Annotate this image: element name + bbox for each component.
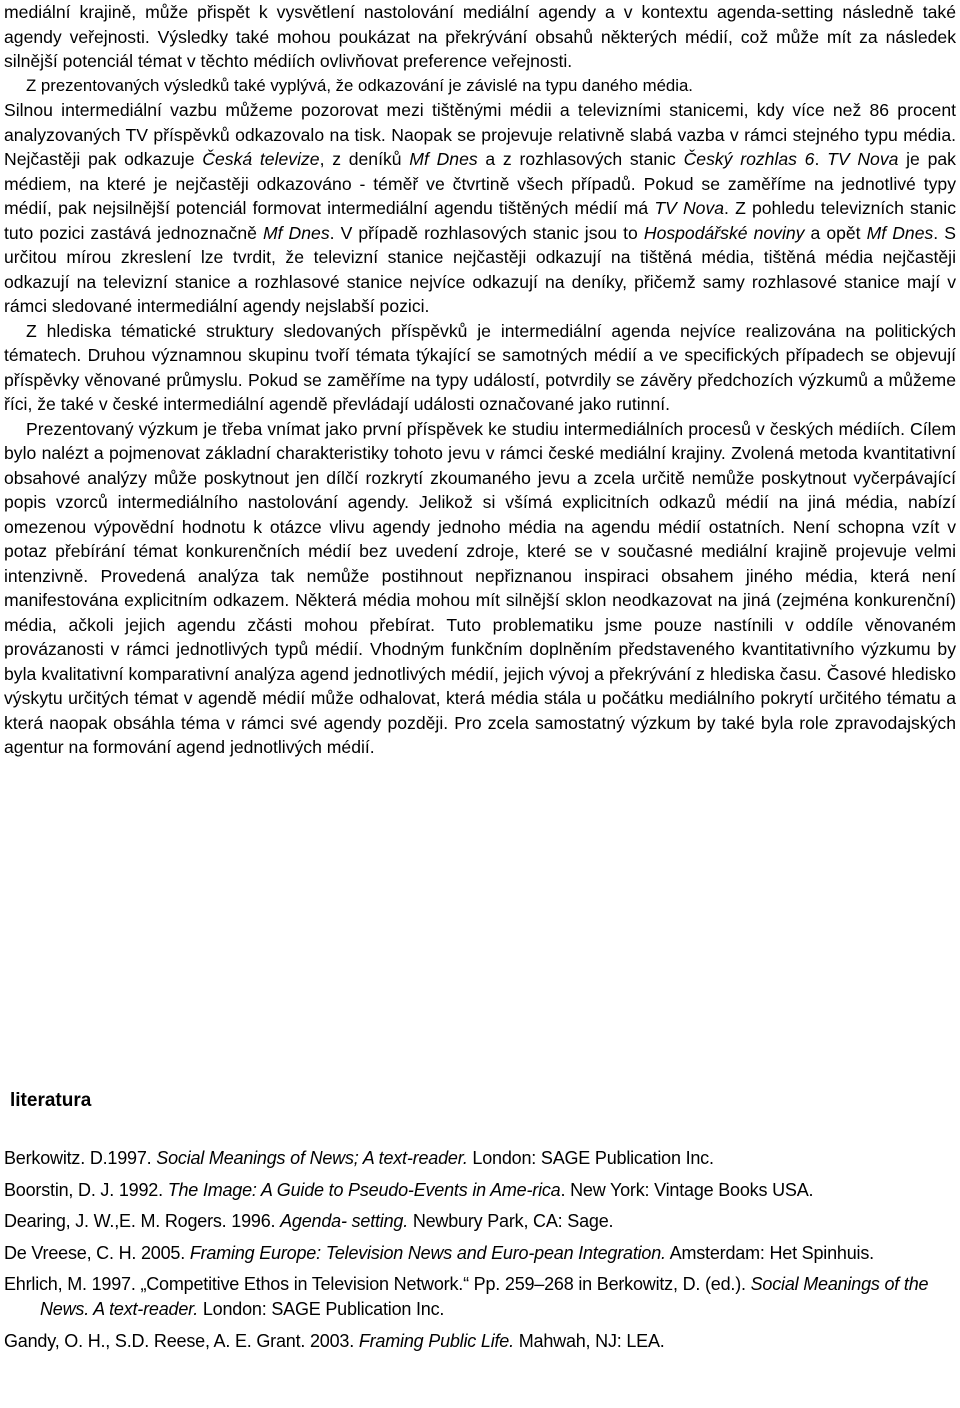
text-run: . bbox=[814, 149, 828, 169]
text-run: London: SAGE Publication Inc. bbox=[467, 1148, 714, 1168]
text-run: Boorstin, D. J. 1992. bbox=[4, 1179, 168, 1200]
reference-item bbox=[4, 1329, 956, 1354]
italic-text: Framing Public Life. bbox=[358, 1330, 514, 1351]
text-run: Silnou intermediální vazbu můžeme pozorovat mezi tištěnými médii a televizními stanicemi, kdy více než 86 procent analyzovaných TV příspěvků odkazovalo na tisk. Naopak se projevuje relativně slabá vazba v rámci stejného typu média. Nejčastěji pak odkazuje bbox=[4, 100, 956, 169]
body-text bbox=[4, 0, 956, 760]
references-heading: literatura bbox=[10, 1090, 92, 1111]
text-run: Prezentovaný výzkum je třeba vnímat jako první příspěvek ke studiu intermediálních procesů v českých médiích. Cílem bylo nalézt a pojmenovat základní charakteristiky tohoto jevu v rámci české mediální krajiny. Zvolená metoda kvantitativní obsahové analýzy může poskytnout jen dílčí rozkrytí zkoumaného jevu a zcela určitě nemůže poskytnout vyčerpávající popis vzorců intermediálního nastolování agendy. Jelikož si všímá explicitních odkazů médií na jiná média, nabízí omezenou výpovědní hodnotu k otázce vlivu agendy jednoho média na agendu médií ostatních. Není schopna vzít v potaz přebírání témat konkurenčních médií bez uvedení zdroje, které se v současné mediální krajině projevuje velmi intenzivně. Provedená analýza tak nemůže postihnout nepřiznanou inspiraci obsahem jiného média, která není manifestována explicitním odkazem. Některá média mohou mít silnější sklon neodkazovat na jiná (zejména konkurenční) média, ačkoli jejich agendu zčásti mohou přebírat. Tuto problematiku jsme pouze nastínili v oddíle věnovaném provázanosti v rámci jednotlivých typů médií. Vhodným funkčním doplněním představeného kvantitativního výzkumu by byla kvalitativní komparativní analýza agend jednotlivých médií, jejich vývoj a překrývání z hlediska času. Časové hledisko výskytu určitých témat v agendě médií může odhalovat, která média stála u počátku mediálního pokrytí určitého tématu a která naopak obsáhla téma v rámci své agendy později. Pro zcela samostatný výzkum by také byla role zpravodajských agentur na formování agend jednotlivých médií. bbox=[4, 418, 956, 757]
italic-text: Mf Dnes bbox=[262, 222, 330, 243]
text-run: Z prezentovaných výsledků také vyplývá, že odkazování je závislé na typu daného média. bbox=[26, 75, 693, 95]
reference-item bbox=[4, 1146, 956, 1171]
text-run: a opět bbox=[804, 222, 867, 243]
text-run: Z hlediska tématické struktury sledovaných příspěvků je intermediální agenda nejvíce realizována na politických tématech. Druhou významnou skupinu tvoří témata týkající se samotných médií a ve specifických případech se objevují příspěvky věnované průmyslu. Pokud se zaměříme na typy událostí, potvrdily se závěry předchozích výzkumů a můžeme říci, že také v české intermediální agendě převládají události označované jako rutinní. bbox=[4, 320, 956, 414]
document-page bbox=[4, 0, 956, 760]
text-run: , z deníků bbox=[319, 149, 410, 169]
italic-text: TV Nova bbox=[654, 198, 725, 218]
text-run: Berkowitz. D.1997. bbox=[4, 1148, 157, 1168]
text-run: Gandy, O. H., S.D. Reese, A. E. Grant. 2003. bbox=[4, 1330, 359, 1351]
text-run: Dearing, J. W.,E. M. Rogers. 1996. bbox=[4, 1211, 281, 1231]
text-run: Ehrlich, M. 1997. „Competitive Ethos in Television Network.“ Pp. 259–268 in Berkowitz, D. (ed.). bbox=[4, 1274, 751, 1294]
italic-text: TV Nova bbox=[827, 149, 899, 169]
reference-item bbox=[4, 1241, 956, 1266]
italic-text: Český rozhlas 6 bbox=[683, 149, 815, 169]
paragraph-5 bbox=[4, 417, 956, 760]
text-run: De Vreese, C. H. 2005. bbox=[4, 1242, 190, 1263]
text-run: Newbury Park, CA: Sage. bbox=[408, 1211, 614, 1231]
paragraph-2 bbox=[4, 74, 956, 99]
text-run: . Z pohledu televizních stanic tuto pozici zastává jednoznačně bbox=[4, 198, 956, 243]
italic-text: Social Meanings of the News. A text-reader. bbox=[40, 1274, 929, 1319]
italic-text: Mf Dnes bbox=[866, 222, 934, 243]
paragraph-3 bbox=[4, 98, 956, 319]
italic-text: Social Meanings of News; A text-reader. bbox=[156, 1148, 468, 1168]
reference-item bbox=[4, 1209, 956, 1234]
references-list bbox=[4, 1146, 956, 1360]
reference-item bbox=[4, 1272, 956, 1322]
text-run: . S určitou mírou zkreslení lze tvrdit, že televizní stanice nejčastěji odkazují na tištěná média, tištěná média nejčastěji odkazují na televizní stanice a rozhlasové stanice nejvíce odkazují na deníky, přičemž samy rozhlasové stanice mají v rámci sledované intermediální agendy nejslabší pozici. bbox=[4, 222, 956, 316]
text-run: je pak médiem, na které je nejčastěji odkazováno - téměř ve čtvrtině všech případů. Pokud se zaměříme na jednotlivé typy médií, pak nejsilnější potenciál formovat intermediální agendu tištěných médií má bbox=[4, 149, 956, 218]
text-run: . V případě rozhlasových stanic jsou to bbox=[329, 222, 644, 243]
italic-text: Mf Dnes bbox=[409, 149, 478, 169]
text-run: . New York: Vintage Books USA. bbox=[560, 1179, 814, 1200]
text-run: a z rozhlasových stanic bbox=[477, 149, 684, 169]
paragraph-1 bbox=[4, 0, 956, 74]
reference-item bbox=[4, 1178, 956, 1203]
italic-text: Agenda- setting. bbox=[280, 1211, 409, 1231]
text-run: Mahwah, NJ: LEA. bbox=[513, 1330, 665, 1351]
text-run: mediální krajině, může přispět k vysvětlení nastolování mediální agendy a v kontextu agenda-setting následně také agendy veřejnosti. Výsledky také mohou poukázat na překrývání obsahů některých médií, což může mít za následek silnější potenciál témat v těchto médiích ovlivňovat preference veřejnosti. bbox=[4, 2, 956, 71]
text-run: Amsterdam: Het Spinhuis. bbox=[665, 1242, 874, 1263]
text-run: London: SAGE Publication Inc. bbox=[198, 1299, 445, 1319]
italic-text: Framing Europe: Television News and Euro-pean Integration. bbox=[189, 1242, 666, 1263]
italic-text: Hospodářské noviny bbox=[643, 222, 805, 243]
paragraph-4 bbox=[4, 319, 956, 417]
italic-text: The Image: A Guide to Pseudo-Events in Ame-rica bbox=[167, 1179, 561, 1200]
italic-text: Česká televize bbox=[202, 149, 320, 169]
